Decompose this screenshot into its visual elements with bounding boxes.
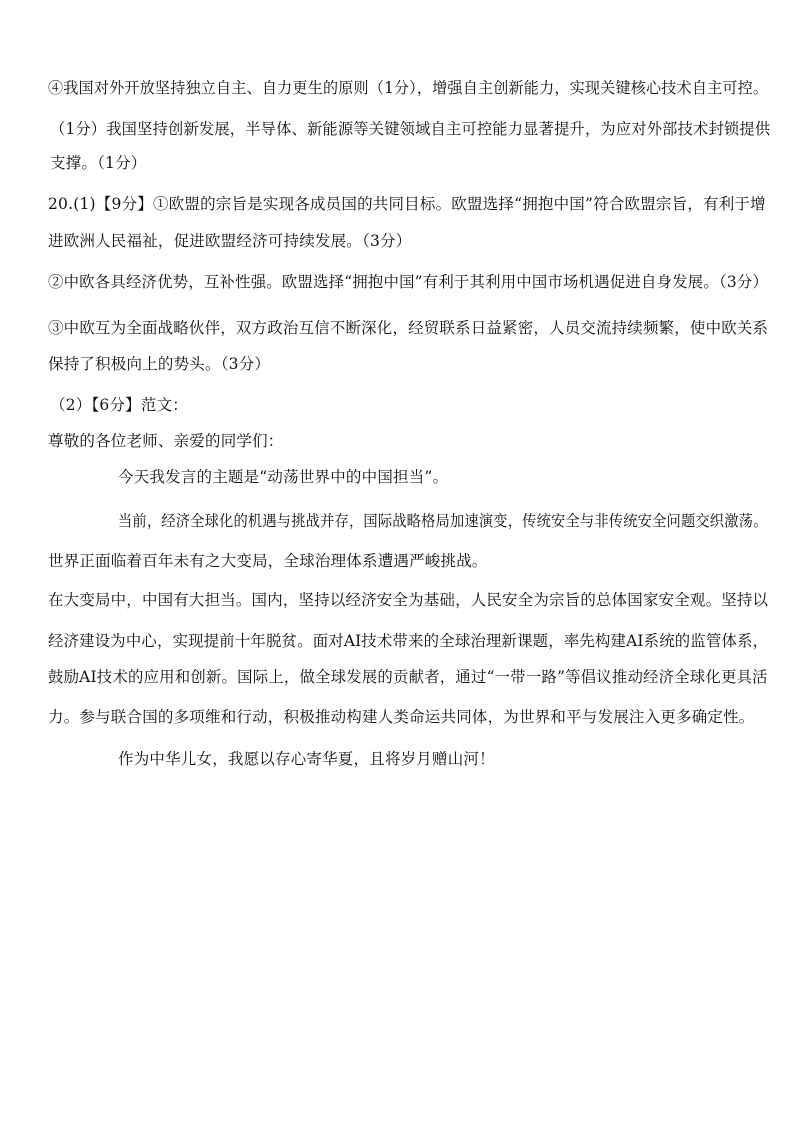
- text-line-18: 作为中华儿女，我愿以存心寄华夏，且将岁月赠山河！: [118, 750, 495, 768]
- text-line-1: ④我国对外开放坚持独立自主、自力更生的原则（1分），增强自主创新能力，实现关键核心技术自主可控。: [48, 79, 769, 97]
- text-line-14: 在大变局中，中国有大担当。国内，坚持以经济安全为基础，人民安全为宗旨的总体国家安全观。坚持以: [48, 591, 769, 609]
- text-line-6: ②中欧各具经济优势，互补性强。欧盟选择“拥抱中国”有利于其利用中国市场机遇促进自身发展。（3分）: [48, 273, 769, 291]
- text-line-11: 今天我发言的主题是“动荡世界中的中国担当”。: [118, 468, 449, 486]
- text-line-7: ③中欧互为全面战略伙伴，双方政治互信不断深化，经贸联系日益紧密，人员交流持续频繁，使中欧关系: [48, 319, 769, 337]
- text-line-16: 鼓励AI技术的应用和创新。国际上，做全球发展的贡献者，通过“一带一路”等倡议推动经济全球化更具活: [48, 668, 768, 686]
- text-line-12: 当前，经济全球化的机遇与挑战并存，国际战略格局加速演变，传统安全与非传统安全问题交织激荡。: [118, 512, 768, 530]
- text-line-10: 尊敬的各位老师、亲爱的同学们：: [48, 432, 284, 450]
- text-line-15: 经济建设为中心，实现提前十年脱贫。面对AI技术带来的全球治理新课题，率先构建AI系统的监管体系，: [48, 632, 769, 650]
- text-line-5: 进欧洲人民福祉，促进欧盟经济可持续发展。（3分）: [48, 232, 412, 250]
- text-line-2: （1分）我国坚持创新发展，半导体、新能源等关键领域自主可控能力显著提升，为应对外部技术封锁提供: [50, 120, 771, 138]
- text-line-9: （2）【6分】范文：: [50, 396, 188, 414]
- text-line-17: 力。参与联合国的多项维和行动，积极推动构建人类命运共同体，为世界和平与发展注入更多确定性。: [48, 708, 755, 726]
- text-line-8: 保持了积极向上的势头。（3分）: [48, 355, 271, 373]
- text-line-13: 世界正面临着百年未有之大变局，全球治理体系遭遇严峻挑战。: [48, 552, 488, 570]
- text-line-3: 支撑。（1分）: [50, 154, 147, 172]
- text-line-4: 20.(1)【9分】①欧盟的宗旨是实现各成员国的共同目标。欧盟选择“拥抱中国”符合欧盟宗旨，有利于增: [48, 195, 766, 213]
